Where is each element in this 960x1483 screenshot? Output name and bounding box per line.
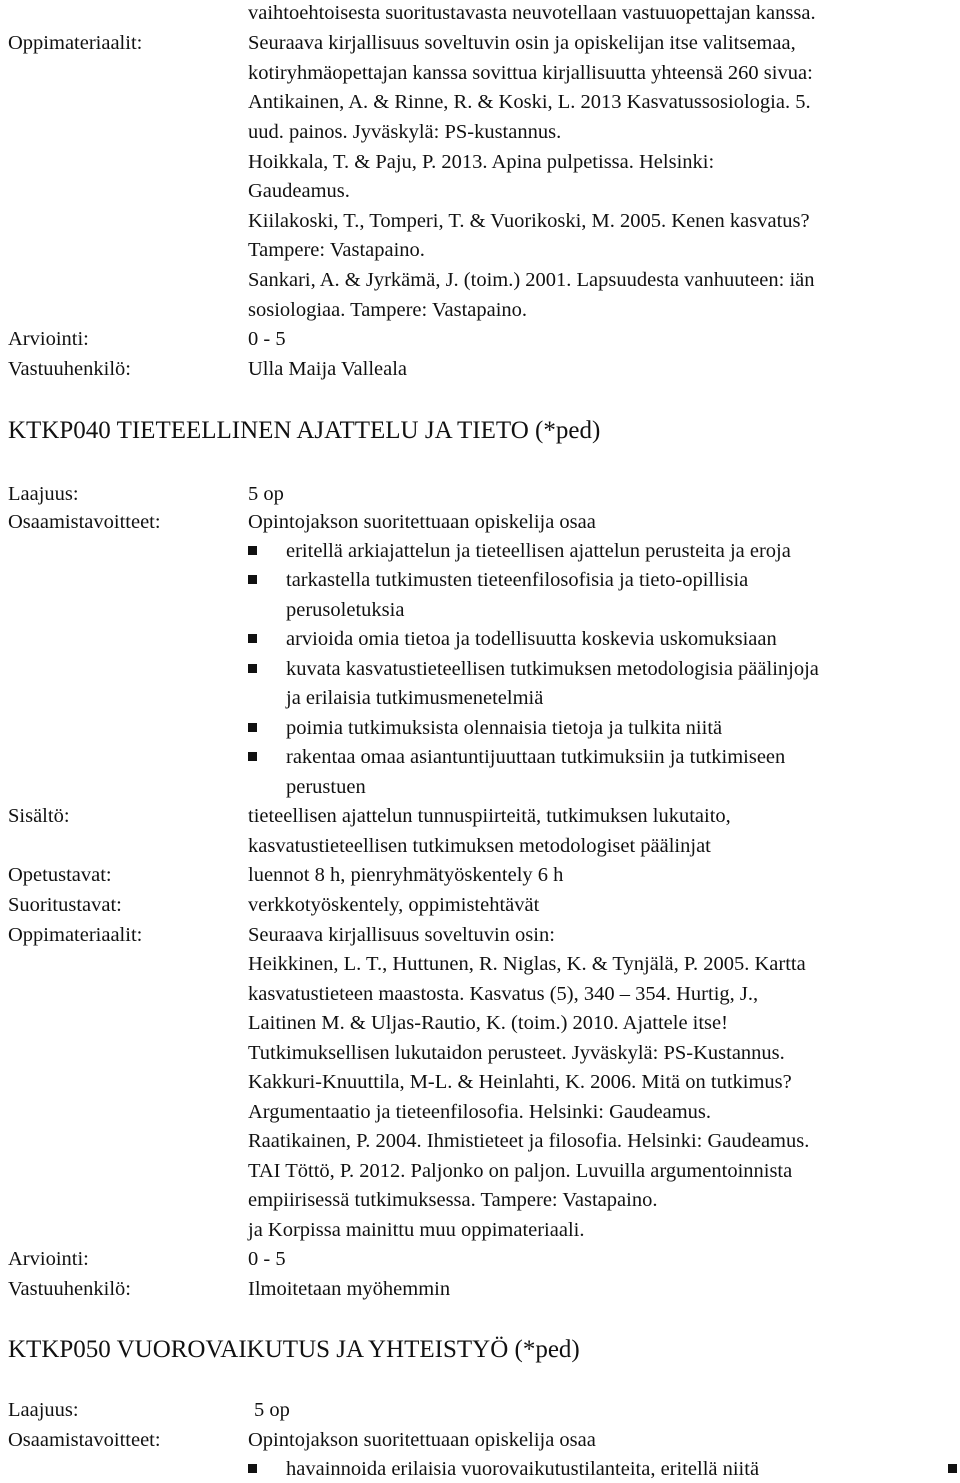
materials-line: Laitinen M. & Uljas-Rautio, K. (toim.) 2010. Ajattele itse! [248,1012,728,1034]
responsible-label: Vastuuhenkilö: [8,1278,131,1300]
materials-line: Tutkimuksellisen lukutaidon perusteet. Jyväskylä: PS-Kustannus. [248,1042,785,1064]
scope-value: 5 op [248,483,284,505]
outcome-item: tarkastella tutkimusten tieteenfilosofisia ja tieto-opillisia [286,569,749,591]
bullet-icon [248,575,257,584]
bullet-icon [248,664,257,673]
outcome-item-cont: ja erilaisia tutkimusmenetelmiä [286,687,544,709]
completion-label: Suoritustavat: [8,894,122,916]
outcomes-label: Osaamistavoitteet: [8,511,161,533]
content-line: tieteellisen ajattelun tunnuspiirteitä, tutkimuksen lukutaito, [248,805,731,827]
outcome-item: havainnoida erilaisia vuorovaikutustilanteita, eritellä niitä [286,1458,760,1480]
materials-line: empiirisessä tutkimuksessa. Tampere: Vastapaino. [248,1189,658,1211]
responsible-value: Ilmoitetaan myöhemmin [248,1278,451,1300]
course-heading: KTKP040 TIETEELLINEN AJATTELU JA TIETO (*ped) [8,417,601,444]
scope-value: 5 op [254,1399,290,1421]
materials-line: kotiryhmäopettajan kanssa sovittua kirjallisuutta yhteensä 260 sivua: [248,62,813,84]
content-line: kasvatustieteellisen tutkimuksen metodologiset päälinjat [248,835,711,857]
outcome-item-cont: perusoletuksia [286,599,405,621]
outcome-item: rakentaa omaa asiantuntijuuttaan tutkimuksiin ja tutkimiseen [286,746,786,768]
materials-line: Kakkuri-Knuuttila, M-L. & Heinlahti, K. 2006. Mitä on tutkimus? [248,1071,792,1093]
materials-line: Heikkinen, L. T., Huttunen, R. Niglas, K. & Tynjälä, P. 2005. Kartta [248,953,806,975]
grading-label: Arviointi: [8,328,89,350]
teaching-label: Opetustavat: [8,864,112,886]
materials-line: Seuraava kirjallisuus soveltuvin osin: [248,924,555,946]
bullet-icon [248,1464,257,1473]
bullet-icon [248,546,257,555]
completion-value: verkkotyöskentely, oppimistehtävät [248,894,540,916]
content-label: Sisältö: [8,805,70,827]
outcome-item: arvioida omia tietoa ja todellisuutta koskevia uskomuksiaan [286,628,777,650]
materials-line: uud. painos. Jyväskylä: PS-kustannus. [248,121,562,143]
bullet-icon [248,723,257,732]
scope-label: Laajuus: [8,483,79,505]
outcome-item: poimia tutkimuksista olennaisia tietoja ja tulkita niitä [286,717,723,739]
grading-label: Arviointi: [8,1248,89,1270]
materials-label: Oppimateriaalit: [8,32,143,54]
outcomes-intro: Opintojakson suoritettuaan opiskelija osaa [248,511,596,533]
materials-line: Raatikainen, P. 2004. Ihmistieteet ja filosofia. Helsinki: Gaudeamus. [248,1130,810,1152]
responsible-value: Ulla Maija Valleala [248,358,408,380]
materials-line: Hoikkala, T. & Paju, P. 2013. Apina pulpetissa. Helsinki: [248,151,715,173]
outcome-item: eritellä arkiajattelun ja tieteellisen ajattelun perusteita ja eroja [286,540,791,562]
outcome-item: kuvata kasvatustieteellisen tutkimuksen metodologisia päälinjoja [286,658,819,680]
materials-line: Sankari, A. & Jyrkämä, J. (toim.) 2001. Lapsuudesta vanhuuteen: iän [248,269,815,291]
outcome-item-cont: perustuen [286,776,366,798]
outcomes-intro: Opintojakson suoritettuaan opiskelija osaa [248,1429,596,1451]
responsible-label: Vastuuhenkilö: [8,358,131,380]
materials-line: Seuraava kirjallisuus soveltuvin osin ja opiskelijan itse valitsemaa, [248,32,796,54]
continuation-line: vaihtoehtoisesta suoritustavasta neuvotellaan vastuuopettajan kanssa. [248,2,816,24]
course-heading: KTKP050 VUOROVAIKUTUS JA YHTEISTYÖ (*ped) [8,1336,580,1363]
scope-label: Laajuus: [8,1399,79,1421]
materials-line: Antikainen, A. & Rinne, R. & Koski, L. 2013 Kasvatussosiologia. 5. [248,91,811,113]
materials-line: Tampere: Vastapaino. [248,239,425,261]
materials-line: ja Korpissa mainittu muu oppimateriaali. [248,1219,585,1241]
materials-line: Kiilakoski, T., Tomperi, T. & Vuorikoski, M. 2005. Kenen kasvatus? [248,210,810,232]
outcomes-label: Osaamistavoitteet: [8,1429,161,1451]
grading-value: 0 - 5 [248,1248,286,1270]
materials-line: Argumentaatio ja tieteenfilosofia. Helsinki: Gaudeamus. [248,1101,712,1123]
materials-line: Gaudeamus. [248,180,350,202]
bullet-icon [248,634,257,643]
bullet-icon [248,752,257,761]
materials-line: TAI Töttö, P. 2012. Paljonko on paljon. Luvuilla argumentoinnista [248,1160,793,1182]
materials-line: kasvatustieteen maastosta. Kasvatus (5), 340 – 354. Hurtig, J., [248,983,759,1005]
materials-line: sosiologiaa. Tampere: Vastapaino. [248,299,528,321]
materials-label: Oppimateriaalit: [8,924,143,946]
teaching-value: luennot 8 h, pienryhmätyöskentely 6 h [248,864,564,886]
grading-value: 0 - 5 [248,328,286,350]
